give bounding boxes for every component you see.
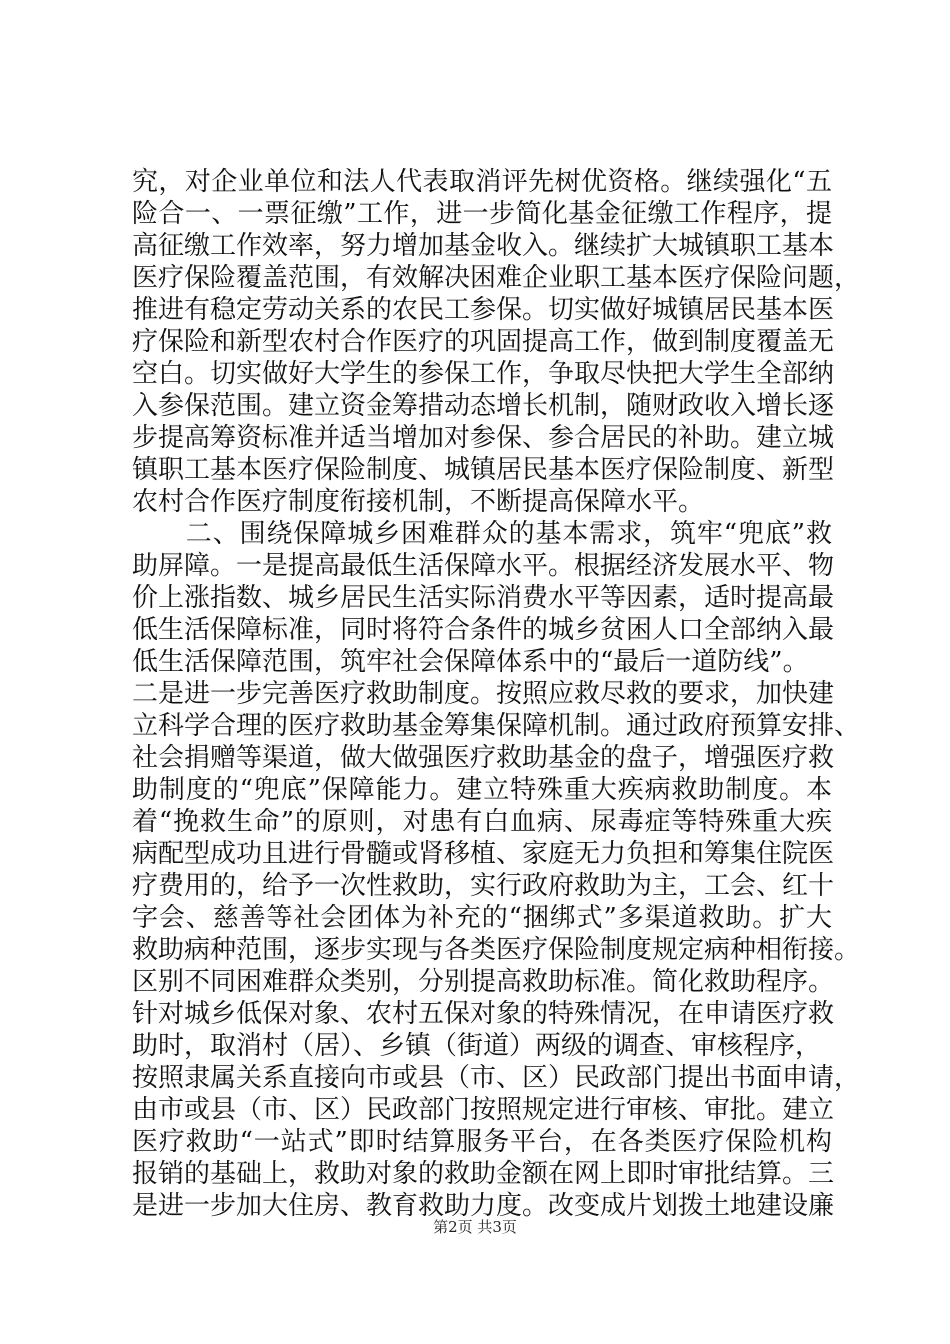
text-line: 疗保险和新型农村合作医疗的巩固提高工作，做到制度覆盖无: [132, 327, 835, 357]
text-line: 价上涨指数、城乡居民生活实际消费水平等因素，适时提高最: [132, 583, 835, 613]
text-line: 立科学合理的医疗救助基金筹集保障机制。通过政府预算安排、: [132, 711, 861, 741]
text-line: 空白。切实做好大学生的参保工作，争取尽快把大学生全部纳: [132, 359, 835, 389]
text-line: 镇职工基本医疗保险制度、城镇居民基本医疗保险制度、新型: [132, 455, 835, 485]
text-line: 低生活保障标准，同时将符合条件的城乡贫困人口全部纳入最: [132, 615, 835, 645]
text-line: 步提高筹资标准并适当增加对参保、参合居民的补助。建立城: [132, 423, 835, 453]
text-line: 医疗保险覆盖范围，有效解决困难企业职工基本医疗保险问题，: [132, 263, 861, 293]
text-line: 低生活保障范围，筑牢社会保障体系中的“最后一道防线”。: [132, 647, 809, 677]
text-line: 推进有稳定劳动关系的农民工参保。切实做好城镇居民基本医: [132, 295, 835, 325]
text-line: 助时，取消村（居）、乡镇（街道）两级的调查、审核程序，: [132, 1031, 822, 1061]
text-line: 险合一、一票征缴”工作，进一步简化基金征缴工作程序，提: [132, 199, 832, 229]
text-line: 病配型成功且进行骨髓或肾移植、家庭无力负担和筹集住院医: [132, 839, 835, 869]
text-line: 入参保范围。建立资金筹措动态增长机制，随财政收入增长逐: [132, 391, 835, 421]
text-line: 救助病种范围，逐步实现与各类医疗保险制度规定病种相衔接。: [132, 935, 861, 965]
text-line: 助屏障。一是提高最低生活保障水平。根据经济发展水平、物: [132, 551, 835, 581]
text-line: 是进一步加大住房、教育救助力度。改变成片划拨土地建设廉: [132, 1191, 835, 1221]
text-line: 报销的基础上，救助对象的救助金额在网上即时审批结算。三: [132, 1159, 835, 1189]
text-line: 高征缴工作效率，努力增加基金收入。继续扩大城镇职工基本: [132, 231, 835, 261]
paragraph-end-line: 农村合作医疗制度衔接机制，不断提高保障水平。: [132, 487, 705, 517]
text-line: 由市或县（市、区）民政部门按照规定进行审核、审批。建立: [132, 1095, 835, 1125]
text-line: 按照隶属关系直接向市或县（市、区）民政部门提出书面申请，: [132, 1063, 861, 1093]
text-line: 区别不同困难群众类别，分别提高救助标准。简化救助程序。: [132, 967, 835, 997]
text-line: 助制度的“兜底”保障能力。建立特殊重大疾病救助制度。本: [132, 775, 832, 805]
text-line: 二、围绕保障城乡困难群众的基本需求，筑牢“兜底”救: [132, 519, 832, 549]
text-line: 疗费用的，给予一次性救助，实行政府救助为主，工会、红十: [132, 871, 835, 901]
text-line: 着“挽救生命”的原则，对患有白血病、尿毒症等特殊重大疾: [132, 807, 832, 837]
text-line: 医疗救助“一站式”即时结算服务平台，在各类医疗保险机构: [132, 1127, 832, 1157]
text-line: 针对城乡低保对象、农村五保对象的特殊情况，在申请医疗救: [132, 999, 835, 1029]
text-line: 字会、慈善等社会团体为补充的“捆绑式”多渠道救助。扩大: [132, 903, 832, 933]
page-footer: 第2页 共3页: [433, 1218, 517, 1236]
document-body: [132, 166, 861, 1222]
text-line: 究，对企业单位和法人代表取消评先树优资格。继续强化“五: [132, 167, 832, 197]
text-line: 二是进一步完善医疗救助制度。按照应救尽救的要求，加快建: [132, 679, 835, 709]
text-line: 社会捐赠等渠道，做大做强医疗救助基金的盘子，增强医疗救: [132, 743, 835, 773]
